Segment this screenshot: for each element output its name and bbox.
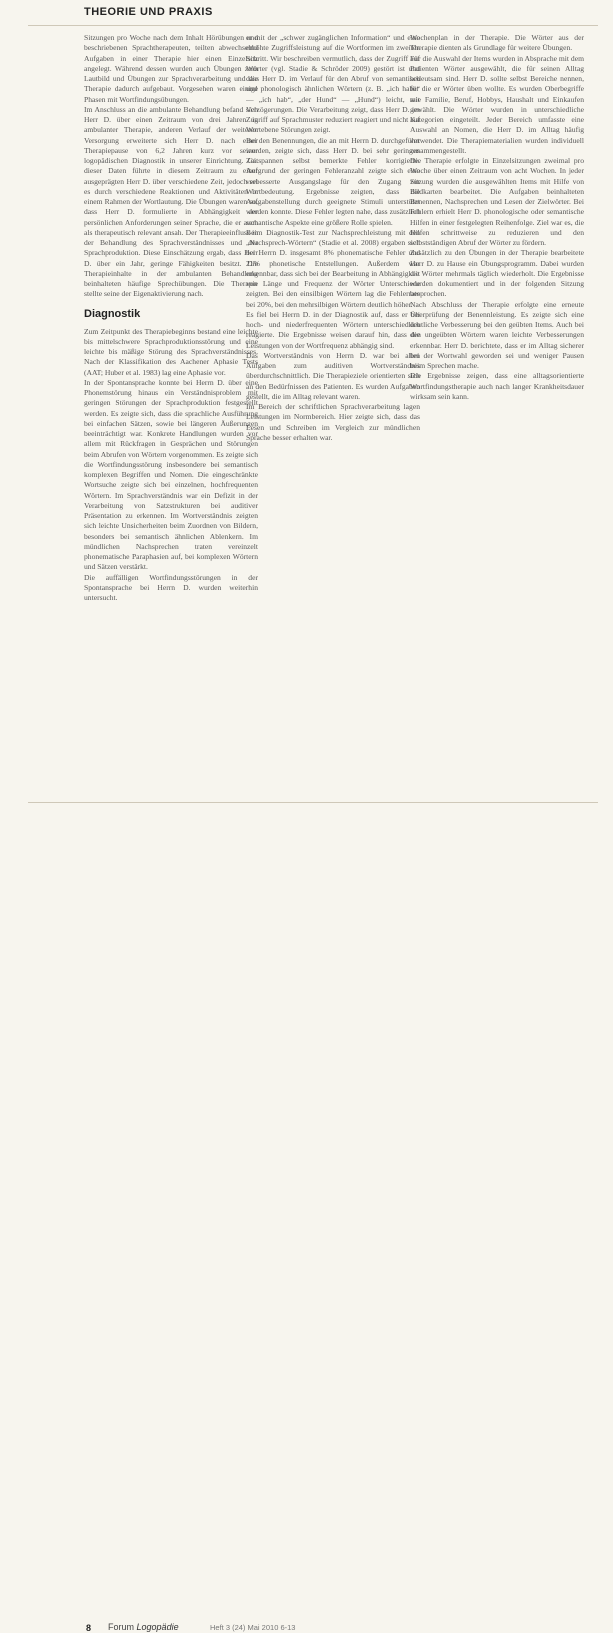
paragraph: Für die Auswahl der Items wurden in Absprache mit dem Patienten Wörter ausgewählt, die für seinen Alltag bedeutsam sind. Herr D. sollte selbst Bereiche nennen, für die er Wörter üben wollte. Es wurden Oberbegriffe wie Familie, Beruf, Hobbys, Haushalt und Einkaufen gewählt. Die Wörter wurden in unterschiedliche Kategorien eingeteilt. Jeder Bereich umfasste eine Auswahl an Nomen, die Herr D. im Alltag häufig verwendet. Die Therapiematerialien wurden individuell zusammengestellt.: [410, 53, 584, 155]
text-column-3: [410, 33, 584, 795]
journal-forum: Forum: [108, 1622, 135, 1632]
text-column-1: [84, 33, 258, 795]
paragraph: Die auffälligen Wortfindungsstörungen in der Spontansprache bei Herrn D. wurden weiterhin untersucht.: [84, 572, 258, 602]
page-number: 8: [86, 1623, 92, 1633]
section-heading: Diagnostik: [84, 307, 141, 320]
paragraph: Sitzungen pro Woche nach dem Inhalt Hörübungen und beschriebenen Sprachtherapeuten, teilten abwechselnd Aufgaben in einer Therapie hier einen Einzelsitz angelegt. Während dessen wurden auch Übungen zum Lautbild und Übungen zur Sprachverarbeitung und die Therapie dadurch aufgebaut. Vorgesehen waren einige Phasen mit Wortfindungsübungen.: [84, 33, 258, 104]
paragraph: Es fiel bei Herrn D. in der Diagnostik auf, dass er bei hoch- und niederfrequenten Wörtern unterschiedlich reagierte. Die Ergebnisse weisen darauf hin, dass die Leistungen von der Wortfrequenz abhängig sind.: [246, 309, 420, 350]
paragraph: Im Bereich der schriftlichen Sprachverarbeitung lagen Leistungen im Normbereich. Hier zeigte sich, dass das Lesen und Schreiben im Vergleich zur mündlichen Sprache besser erhalten war.: [246, 402, 420, 442]
paragraph: Nach Abschluss der Therapie erfolgte eine erneute Überprüfung der Benennleistung. Es zeigte sich eine deutliche Verbesserung bei den geübten Items. Auch bei den ungeübten Wörtern waren leichte Verbesserungen erkennbar. Herr D. berichtete, dass er im Alltag sicherer bei der Wortwahl geworden sei und weniger Pausen beim Sprechen mache.: [410, 299, 584, 370]
paragraph: er mit der „schwer zugänglichen Information“ und eine erhöhte Zugriffsleistung auf die Wortformen im zweiten Schritt. Wir beschreiben vermutlich, dass der Zugriff auf Wörter (vgl. Stadie & Schröder 2009) gestört ist und dass Herr D. im Verlauf für den Abruf von semantisch und phonologisch ähnlichen Wörtern (z. B. „ich habe“ — „ich hab“, „der Hund“ — „Hund“) leicht, mit Verzögerungen. Die Verarbeitung zeigt, dass Herr D. im Zugriff auf Sprachmuster reduziert reagiert und nicht auf Wortebene Störungen zeigt.: [246, 33, 420, 135]
text-column-2: [246, 33, 420, 795]
paragraph: Zum Zeitpunkt des Therapiebeginns bestand eine leichte bis mittelschwere Sprachproduktionsstörung und eine leichte bis mäßige Störung des Sprachverständnisses. Nach der Klassifikation des Aachener Aphasie Tests (AAT; Huber et al. 1983) lag eine Aphasie vor.: [84, 326, 258, 377]
paragraph: In der Spontansprache konnte bei Herrn D. über eine Phonemstörung hinaus ein Verständnisproblem mit geringen Störungen der Sprachproduktion festgestellt werden. Es zeigte sich, dass die sprachliche Ausführung bei einfachen Sätzen, sowie bei längeren Äußerungen beeinträchtigt war. Konkrete Handlungen wurden vor allem mit Rückfragen in Gesprächen und Störungen beim Abrufen von Wörtern vorgenommen. Es zeigte sich die Wortfindungsstörung insbesondere bei semantisch komplexen Begriffen und Nomen. Die eingeschränkte Wortsuche zeigte sich bei einzelnen, hochfrequenten Wörtern. Im Sprachverständnis war ein Defizit in der Verarbeitung von Satzstrukturen bei auditiver Präsentation zu erkennen. Im Wortverständnis zeigten sich leichte Unsicherheiten beim Zuordnen von Bildern, besonders bei semantisch ähnlichen Ablenkern. Im mündlichen Nachsprechen traten vereinzelt phonematische Paraphasien auf, bei komplexen Wörtern und Sätzen verstärkt.: [84, 377, 258, 572]
paragraph: Das Wortverständnis von Herrn D. war bei allen Aufgaben zum auditiven Wortverständnis überdurchschnittlich. Die Therapieziele orientierten sich an den Bedürfnissen des Patienten. Es wurden Aufgaben gestellt, die im Alltag relevant waren.: [246, 350, 420, 401]
section-kicker: THEORIE UND PRAXIS: [84, 6, 213, 18]
journal-brand: Logopädie: [136, 1622, 179, 1632]
paragraph: Wochenplan in der Therapie. Die Wörter aus der Therapie dienten als Grundlage für weitere Übungen.: [410, 33, 584, 53]
paragraph: Im Anschluss an die ambulante Behandlung befand sich Herr D. über einen Zeitraum von drei Jahren in ambulanter Therapie, anderen Verlauf der weiteren Versorgung erweiterte sich Herr D. nach einer Therapiepause von 6,2 Jahren kurz vor seiner logopädischen Diagnostik in unserer Einrichtung. Ca. dieser Daten führte in diesem Zeitraum zu einer ausgeprägten Herr D. über verschiedene Zeit, jedoch sei es durch verschiedene Reaktionen und Aktivitäten in einem Rahmen der Wortlautung. Die Übungen waren so, dass Herr D. formulierte in Abhängigkeit der persönlichen Anforderungen seiner Sprache, die er auch als therapeutisch relevant ansah. Der Therapieeinfluss in der Behandlung des Sprachverständnisses und der Sprachproduktion. Diese Einschätzung ergab, dass Herr D. über ein Jahr, geringe Fähigkeiten besitzt. Die Therapieinhalte in der ambulanten Behandlung beinhalteten häufige Sprechübungen. Die Therapie stellte seine der Eigenaktivierung nach.: [84, 104, 258, 299]
paragraph: Bei den Benennungen, die an mit Herrn D. durchgeführt wurden, zeigte sich, dass Herr D. bei sehr geringen Zeitspannen selbst bemerkte Fehler korrigierte. Aufgrund der geringen Fehleranzahl zeigte sich eine verbesserte Ausgangslage für den Zugang zur Wortbedeutung. Ergebnisse zeigten, dass die Aufgabenstellung durch geeignete Stimuli unterstützt werden konnte. Diese Fehler legten nahe, dass zusätzlich semantische Aspekte eine größere Rolle spielen.: [246, 135, 420, 227]
paragraph: Zusätzlich zu den Übungen in der Therapie bearbeitete Herr D. zu Hause ein Übungsprogramm. Dabei wurden die Wörter mehrmals täglich wiederholt. Die Ergebnisse wurden dokumentiert und in der folgenden Sitzung besprochen.: [410, 248, 584, 299]
paragraph: Beim Diagnostik-Test zur Nachsprechleistung mit den „Nachsprech-Wörtern“ (Stadie et al. 2008) ergaben sich bei Herrn D. insgesamt 8% phonematische Fehler und 21% phonetische Entstellungen. Außerdem war erkennbar, dass sich bei der Bearbeitung in Abhängigkeit von Länge und Frequenz der Wörter Unterschiede zeigten. Bei den einsilbigen Wörtern lag die Fehlerrate bei 20%, bei den mehrsilbigen Wörtern deutlich höher.: [246, 227, 420, 309]
journal-name: [108, 1622, 179, 1632]
paragraph: Die Ergebnisse zeigen, dass eine alltagsorientierte Wortfindungstherapie auch nach langer Krankheitsdauer wirksam sein kann.: [410, 371, 584, 401]
header-rule: [28, 25, 598, 26]
issue-info: Heft 3 (24) Mai 2010 6-13: [210, 1623, 296, 1632]
page-footer: [0, 800, 613, 1633]
paragraph: Die Therapie erfolgte in Einzelsitzungen zweimal pro Woche über einen Zeitraum von acht Wochen. In jeder Sitzung wurden die ausgewählten Items mit Hilfe von Bildkarten bearbeitet. Die Aufgaben beinhalteten Benennen, Nachsprechen und Lesen der Zielwörter. Bei Fehlern erhielt Herr D. phonologische oder semantische Hilfen in einer festgelegten Reihenfolge. Ziel war es, die Hilfen schrittweise zu reduzieren und den selbstständigen Abruf der Wörter zu fördern.: [410, 156, 584, 247]
